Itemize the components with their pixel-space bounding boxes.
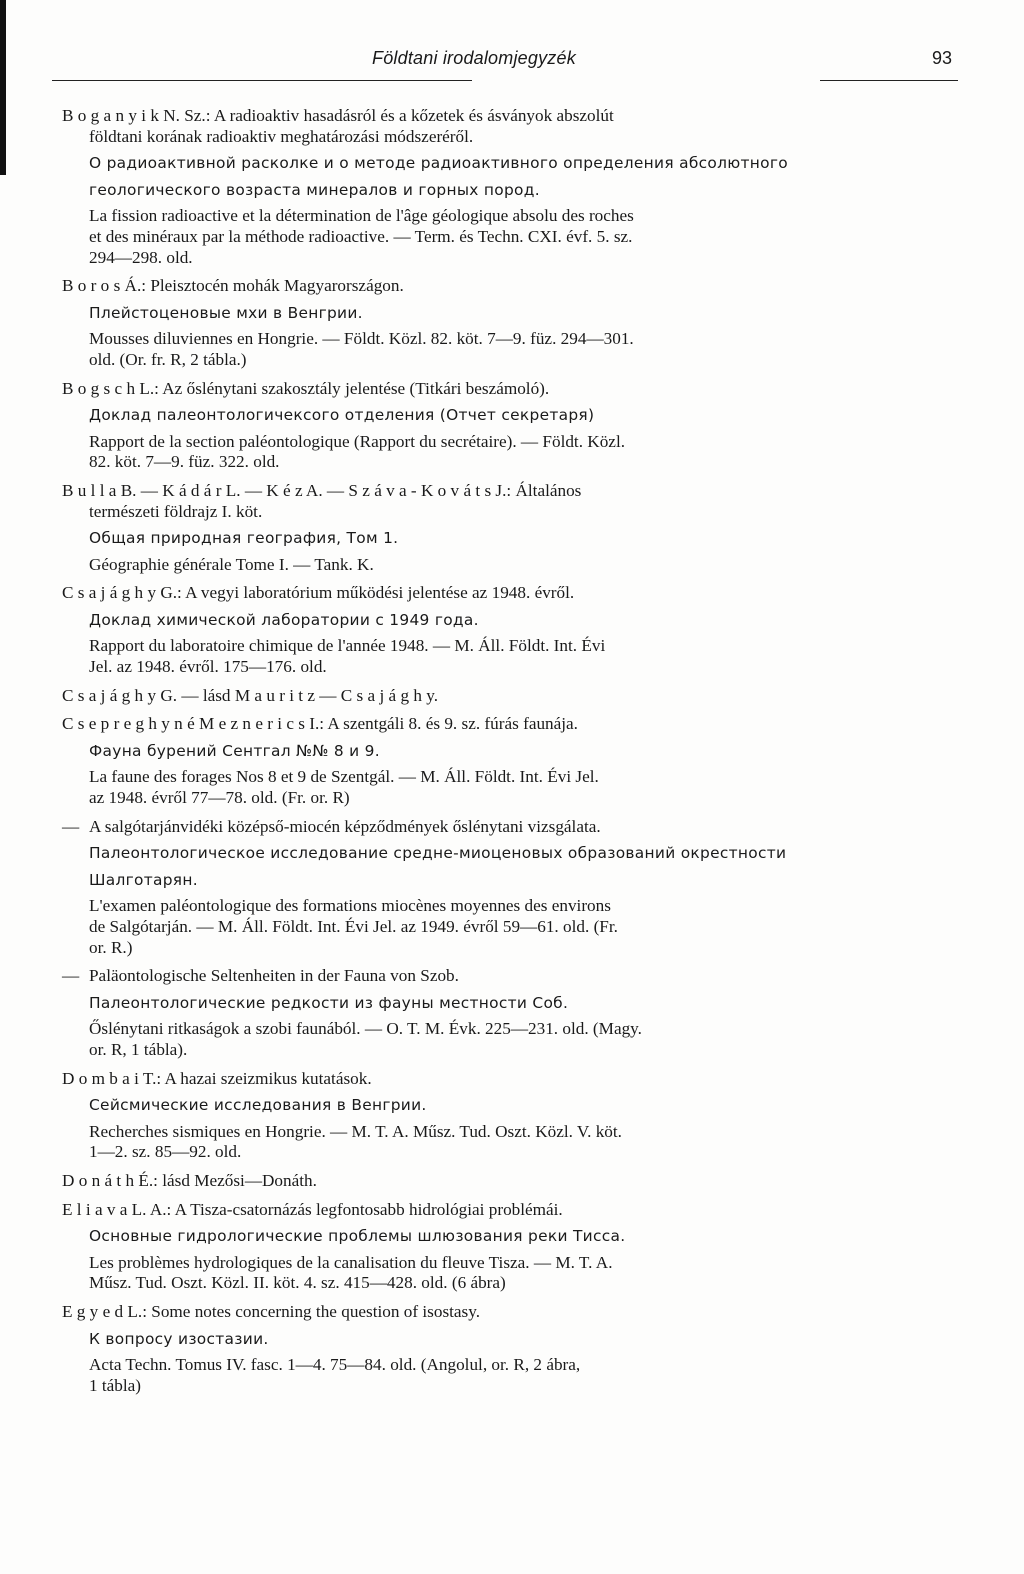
entry-line: La faune des forages Nos 8 et 9 de Szentgál. — M. Áll. Földt. Int. Évi Jel.	[89, 767, 599, 787]
entry-author-line: E g y e d L.: Some notes concerning the question of isostasy.	[62, 1301, 480, 1321]
entry-author-line: B u l l a B. — K á d á r L. — K é z A. — S z á v a - K o v á t s J.: Általános	[62, 480, 582, 500]
entry-line: L'examen paléontologique des formations miocènes moyennes des environs	[89, 896, 611, 916]
entry-author-line: — Paläontologische Seltenheiten in der Fauna von Szob.	[62, 966, 459, 986]
entry-line: 1—2. sz. 85—92. old.	[89, 1142, 242, 1162]
entry-author-line: C s a j á g h y G.: A vegyi laboratórium működési jelentése az 1948. évről.	[62, 583, 575, 603]
entry-author-line: C s e p r e g h y n é M e z n e r i c s I.: A szentgáli 8. és 9. sz. fúrás faunája.	[62, 714, 578, 734]
entry-author-line: D o n á t h É.: lásd Mezősi—Donáth.	[62, 1170, 317, 1190]
entry-line-russian: Общая природная география, Том 1.	[89, 529, 399, 548]
entry-line: 82. köt. 7—9. füz. 322. old.	[89, 452, 280, 472]
bibliography-entry	[62, 583, 962, 677]
bibliography-entry	[62, 817, 962, 959]
page-number: 93	[931, 48, 952, 68]
header-rule-right	[820, 80, 958, 81]
bibliography-entry	[62, 481, 962, 575]
entry-line: et des minéraux par la méthode radioactive. — Term. és Techn. CXI. évf. 5. sz.	[89, 226, 633, 246]
entry-author-line: B o g a n y i k N. Sz.: A radioaktiv hasadásról és a kőzetek és ásványok abszolút	[62, 106, 614, 125]
entry-line: földtani korának radioaktiv meghatározási módszeréről.	[89, 126, 474, 146]
entry-line-russian: Сейсмические исследования в Венгрии.	[89, 1096, 427, 1115]
running-title: Földtani irodalomjegyzék	[372, 48, 576, 68]
bibliography-entry	[62, 714, 962, 808]
entry-line-russian: Плейстоценовые мхи в Венгрии.	[89, 303, 363, 322]
entry-line: Jel. az 1948. évről. 175—176. old.	[89, 657, 327, 677]
entry-line: Mousses diluviennes en Hongrie. — Földt. Közl. 82. köt. 7—9. füz. 294—301.	[89, 329, 634, 349]
entry-line-russian: геологического возраста минералов и горных пород.	[89, 180, 540, 199]
entry-line: or. R.)	[89, 937, 133, 957]
entry-line-russian: Доклад палеонтологичексого отделения (Отчет секретаря)	[89, 406, 595, 425]
entry-line: Les problèmes hydrologiques de la canalisation du fleuve Tisza. — M. T. A.	[89, 1252, 613, 1272]
entry-line-russian: Палеонтологическое исследование средне-миоценовых образований окрестности	[89, 844, 787, 863]
bibliography-entry	[62, 1302, 962, 1396]
entry-author-line: C s a j á g h y G. — lásd M a u r i t z — C s a j á g h y.	[62, 685, 439, 705]
entry-line-russian: Фауна бурений Сентгал №№ 8 и 9.	[89, 741, 380, 760]
entry-line-russian: О радиоактивной расколке и о методе радиоактивного определения абсолютного	[89, 154, 788, 173]
entry-line: de Salgótarján. — M. Áll. Földt. Int. Évi Jel. az 1949. évről 59—61. old. (Fr.	[89, 917, 618, 936]
bibliography-entry	[62, 966, 962, 1060]
bibliography-entry	[62, 686, 962, 707]
entry-line: La fission radioactive et la détermination de l'âge géologique absolu des roches	[89, 206, 634, 226]
entry-line: Acta Techn. Tomus IV. fasc. 1—4. 75—84. old. (Angolul, or. R, 2 ábra,	[89, 1355, 581, 1375]
entry-line: 294—298. old.	[89, 247, 193, 267]
bibliography-entry	[62, 1171, 962, 1192]
bibliography-entry	[62, 1069, 962, 1163]
page-header	[372, 48, 952, 72]
entry-author-line: B o r o s Á.: Pleisztocén mohák Magyarországon.	[62, 276, 404, 296]
header-rule	[52, 80, 472, 81]
entry-line-russian: Шалготарян.	[89, 870, 198, 889]
entry-line-russian: Основные гидрологические проблемы шлюзования реки Тисса.	[89, 1227, 626, 1246]
entry-author-line: E l i a v a L. A.: A Tisza-csatornázás legfontosabb hidrológiai problémái.	[62, 1199, 563, 1219]
entry-line-russian: К вопросу изостазии.	[89, 1329, 269, 1348]
ditto-dash: —	[62, 816, 80, 836]
entry-line: Őslénytani ritkaságok a szobi faunából. — O. T. M. Évk. 225—231. old. (Magy.	[89, 1019, 642, 1039]
bibliography-entry	[62, 1200, 962, 1294]
entry-line: or. R, 1 tábla).	[89, 1039, 188, 1059]
bibliography-entry	[62, 379, 962, 473]
entry-line: az 1948. évről 77—78. old. (Fr. or. R)	[89, 788, 350, 808]
bibliography-entry	[62, 276, 962, 370]
entry-line-russian: Палеонтологические редкости из фауны местности Соб.	[89, 993, 569, 1012]
bibliography-entry	[62, 106, 962, 268]
entry-author-line: B o g s c h L.: Az őslénytani szakosztály jelentése (Titkári beszámoló).	[62, 378, 550, 398]
entry-line: Géographie générale Tome I. — Tank. K.	[89, 554, 374, 574]
entry-line-russian: Доклад химической лаборатории с 1949 года.	[89, 610, 479, 629]
entry-line: 1 tábla)	[89, 1375, 142, 1395]
page-binding-edge	[0, 0, 6, 175]
ditto-dash: —	[62, 966, 80, 986]
entry-author-line: D o m b a i T.: A hazai szeizmikus kutatások.	[62, 1068, 372, 1088]
entry-line: Rapport de la section paléontologique (Rapport du secrétaire). — Földt. Közl.	[89, 431, 626, 451]
bibliography-list	[62, 106, 962, 1396]
entry-line: Műsz. Tud. Oszt. Közl. II. köt. 4. sz. 415—428. old. (6 ábra)	[89, 1273, 506, 1293]
entry-line: old. (Or. fr. R, 2 tábla.)	[89, 349, 247, 369]
entry-line: természeti földrajz I. köt.	[89, 501, 263, 521]
entry-line: Recherches sismiques en Hongrie. — M. T. A. Műsz. Tud. Oszt. Közl. V. köt.	[89, 1121, 622, 1141]
entry-author-line: — A salgótarjánvidéki középső-miocén képződmények őslénytani vizsgálata.	[62, 816, 601, 836]
entry-line: Rapport du laboratoire chimique de l'année 1948. — M. Áll. Földt. Int. Évi	[89, 636, 606, 656]
